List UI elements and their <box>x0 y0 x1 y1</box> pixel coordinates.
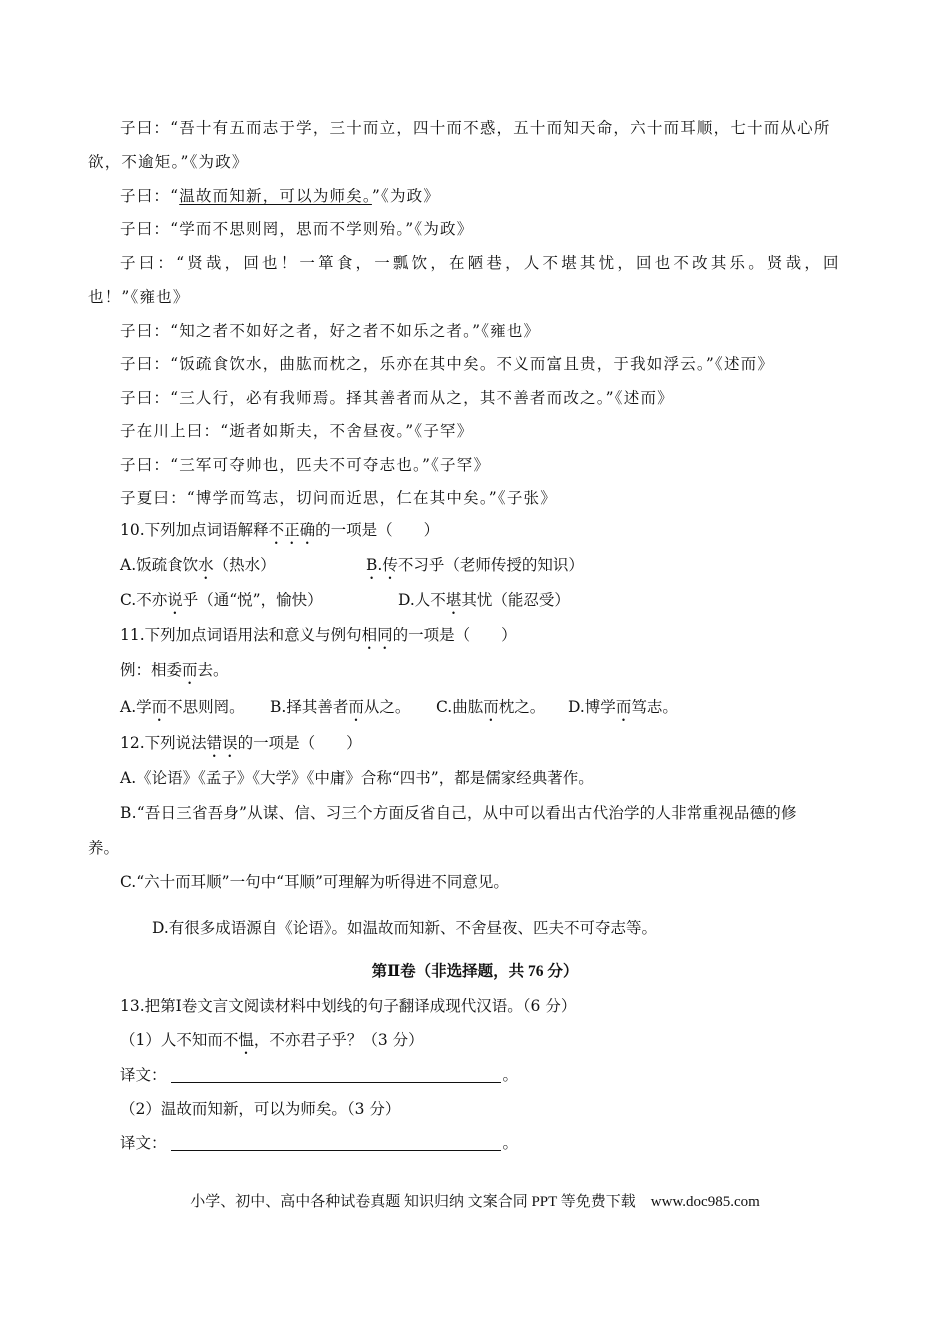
option-text: 不思则罔。 <box>167 698 245 716</box>
option-text: B.择其善者 <box>270 698 349 716</box>
dotted-word: 堪 <box>445 591 462 609</box>
option-text: 其忧（能忍受） <box>461 591 570 609</box>
passage-line: 子夏曰：“博学而笃志，切问而近思，仁在其中矣。”《子张》 <box>120 489 557 507</box>
option-text: 笃志。 <box>631 698 678 716</box>
passage-text: ”《为政》 <box>371 187 441 205</box>
dotted-word: 不正确 <box>268 521 316 539</box>
question-11-option-a <box>120 697 245 725</box>
stem-text: 的一项是（ ） <box>237 734 362 752</box>
option-text: C.不亦 <box>120 591 168 609</box>
dotted-word: 而 <box>615 698 632 716</box>
passage-line: 子曰：“饭疏食饮水，曲肱而枕之，乐亦在其中矣。不义而富且贵，于我如浮云。”《述而》 <box>120 355 775 373</box>
passage-text: 子曰：“ <box>120 187 180 205</box>
passage-line <box>120 186 440 206</box>
question-10-option-c <box>120 590 323 618</box>
option-text: A.学 <box>120 698 152 716</box>
option-text: 枕之。 <box>498 698 546 716</box>
option-text: A.饭疏食饮 <box>120 556 199 574</box>
question-13-stem: 13.把第Ⅰ卷文言文阅读材料中划线的句子翻译成现代汉语。（6 分） <box>120 997 577 1015</box>
dotted-word: 水 <box>198 556 214 574</box>
stem-text: 12.下列说法 <box>120 734 207 752</box>
question-12-option-a: A.《论语》《孟子》《大学》《中庸》合称“四书”，都是儒家经典著作。 <box>120 769 594 787</box>
translation-line-1 <box>120 1065 518 1085</box>
option-text: （热水） <box>213 556 276 574</box>
section-title: 第Ⅱ卷（非选择题，共 76 分） <box>371 963 579 980</box>
passage-line: 子曰：“学而不思则罔，思而不学则殆。”《为政》 <box>120 220 474 238</box>
stem-text: 的一项是（ ） <box>392 626 517 644</box>
passage-line: 子曰：“知之者不如好之者，好之者不如乐之者。”《雍也》 <box>120 322 541 340</box>
question-10-stem <box>120 520 439 548</box>
passage-line: 子曰：“吾十有五而志于学，三十而立，四十而不惑，五十而知天命，六十而耳顺，七十而从心所 <box>120 119 831 137</box>
stem-text: 11.下列加点词语用法和意义与例句 <box>120 626 362 644</box>
dotted-word: B.传 <box>366 556 398 574</box>
option-text: C.曲肱 <box>436 698 484 716</box>
option-text: 从之。 <box>363 698 411 716</box>
dotted-word: 而 <box>182 661 198 679</box>
stem-text: 10.下列加点词语解释 <box>120 521 269 539</box>
dotted-word: 愠 <box>238 1031 254 1049</box>
end-mark: 。 <box>502 1066 519 1084</box>
question-11-example <box>120 660 229 688</box>
answer-blank[interactable] <box>171 1134 501 1151</box>
end-mark: 。 <box>502 1134 519 1152</box>
dotted-word: 相同 <box>361 626 393 644</box>
underlined-sentence: 温故而知新，可以为师矣。 <box>179 187 372 205</box>
passage-line: 子曰：“贤哉，回也！一箪食，一瓢饮，在陋巷，人不堪其忧，回也不改其乐。贤哉，回 <box>120 254 842 272</box>
passage-line: 也！”《雍也》 <box>88 288 190 306</box>
passage-line: 子曰：“三军可夺帅也，匹夫不可夺志也。”《子罕》 <box>120 456 491 474</box>
example-text: 去。 <box>197 661 229 679</box>
question-12-option-d: D.有很多成语源自《论语》。如温故而知新、不舍昼夜、匹夫不可夺志等。 <box>152 919 658 937</box>
question-11-option-c <box>436 697 545 725</box>
dotted-word: 说 <box>167 591 183 609</box>
question-12-option-b: B.“吾日三省吾身”从谋、信、习三个方面反省自己，从中可以看出古代治学的人非常重视品德的修 <box>120 804 797 822</box>
dotted-word: 错误 <box>206 734 238 752</box>
passage-line: 子在川上曰：“逝者如斯夫，不舍昼夜。”《子罕》 <box>120 422 474 440</box>
option-text: 乎（通“悦”，愉快） <box>182 591 323 609</box>
example-text: 例：相委 <box>120 661 183 679</box>
passage-line: 欲，不逾矩。”《为政》 <box>88 153 249 171</box>
question-11-option-b <box>270 697 410 725</box>
sentence-text: （1）人不知而不 <box>120 1031 239 1049</box>
question-13-sentence-2: （2）温故而知新，可以为师矣。（3 分） <box>120 1100 401 1118</box>
dotted-word: 而 <box>151 698 168 716</box>
sentence-text: ，不亦君子乎？（3 分） <box>253 1031 424 1049</box>
option-text: D.博学 <box>568 698 616 716</box>
question-11-option-d <box>568 697 678 725</box>
answer-blank[interactable] <box>171 1066 501 1083</box>
question-12-option-c: C.“六十而耳顺”一句中“耳顺”可理解为听得进不同意见。 <box>120 873 509 891</box>
dotted-word: 而 <box>483 698 499 716</box>
translation-label: 译文： <box>120 1134 167 1152</box>
question-12-stem <box>120 733 362 761</box>
option-text: 不习乎（老师传授的知识） <box>397 556 584 574</box>
translation-label: 译文： <box>120 1066 167 1084</box>
translation-line-2 <box>120 1133 518 1153</box>
question-11-stem <box>120 625 517 653</box>
question-10-option-a <box>120 555 276 583</box>
question-13-sentence-1 <box>120 1030 424 1058</box>
stem-text: 的一项是（ ） <box>315 521 440 539</box>
page-footer: 小学、初中、高中各种试卷真题 知识归纳 文案合同 PPT 等免费下载 www.doc985.com <box>190 1194 760 1210</box>
question-10-option-d <box>398 590 570 618</box>
question-10-option-b <box>366 555 584 583</box>
dotted-word: 而 <box>348 698 364 716</box>
option-text: D.人不 <box>398 591 446 609</box>
passage-line: 子曰：“三人行，必有我师焉。择其善者而从之，其不善者而改之。”《述而》 <box>120 389 674 407</box>
question-12-option-b-cont: 养。 <box>88 839 120 857</box>
